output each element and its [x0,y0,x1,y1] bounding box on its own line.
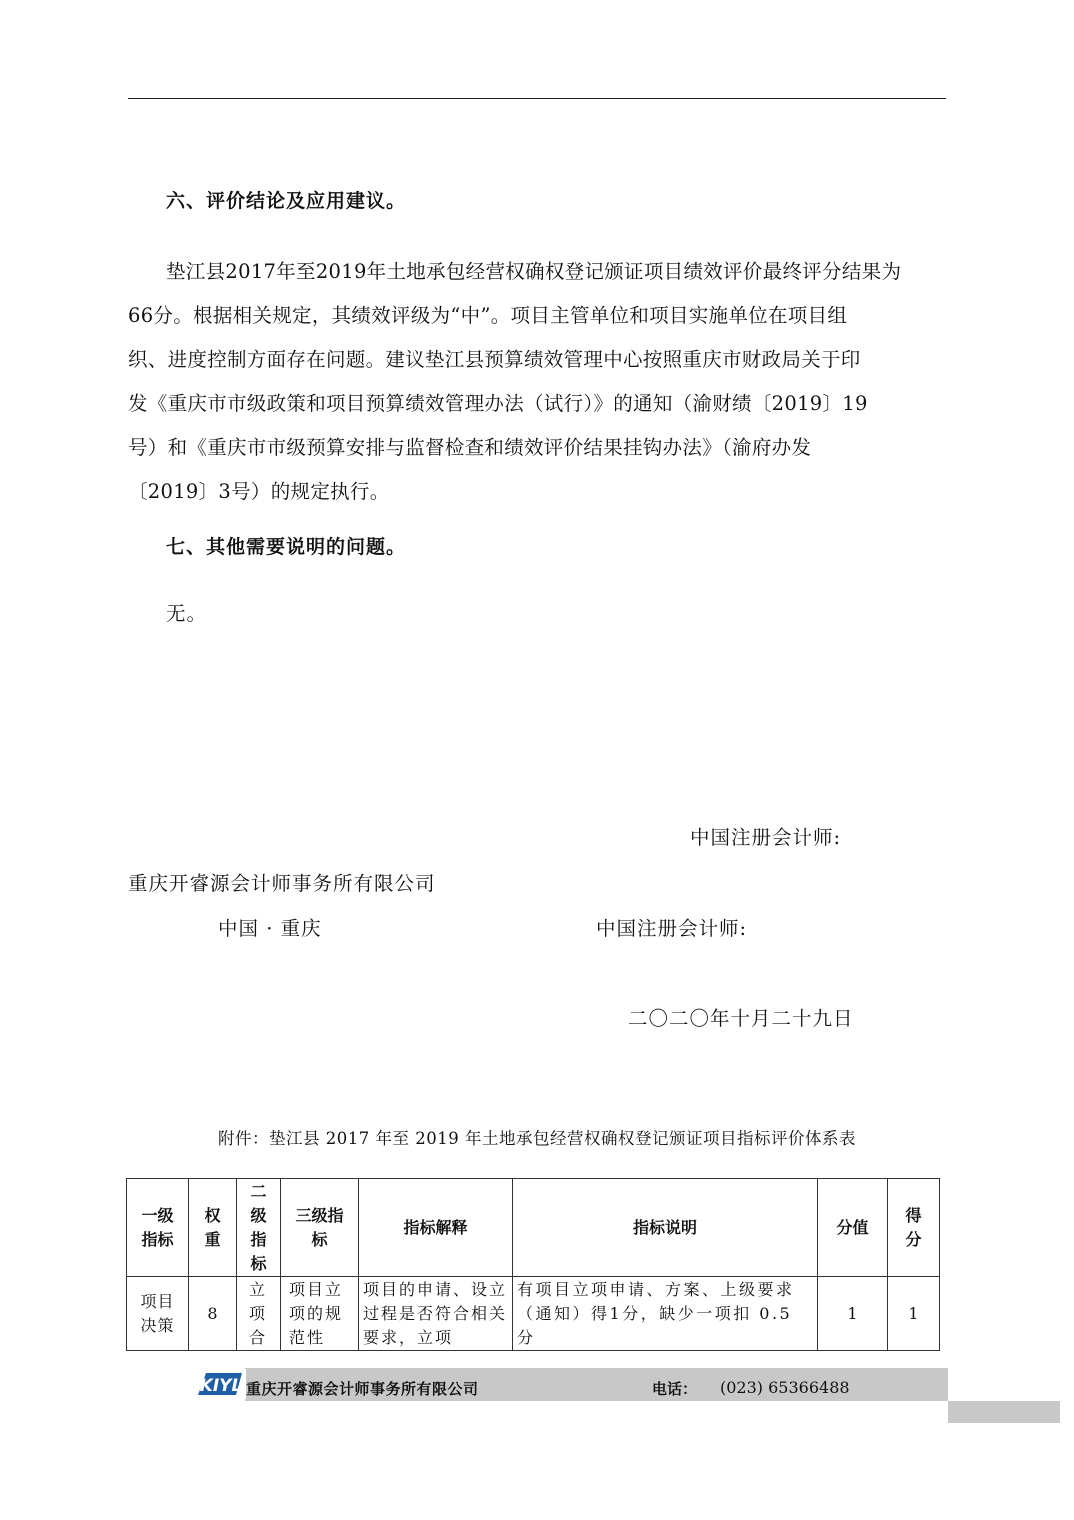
paragraph-line: 号）和《重庆市市级预算安排与监督检查和绩效评价结果挂钩办法》（渝府办发 [128,436,812,459]
footer-tel: (023) 65366488 [720,1378,850,1397]
footer-tel-label: 电话： [652,1380,698,1398]
section-6-paragraph [128,250,946,514]
header-level1: 一级指标 [127,1179,189,1277]
svg-text:KIYL: KIYL [199,1376,243,1396]
paragraph-line: 发《重庆市市级政策和项目预算绩效管理办法（试行）》的通知（渝财绩〔2019〕19 [128,392,868,415]
cpa-label-2: 中国注册会计师: [596,917,748,940]
paragraph-line: 〔2019〕3号）的规定执行。 [128,480,390,503]
table-row [127,1277,940,1351]
cell-description: 有项目立项申请、方案、上级要求（通知）得1分，缺少一项扣 0.5 分 [517,1279,795,1347]
firm-name: 重庆开睿源会计师事务所有限公司 [128,872,436,895]
cpa-label-1: 中国注册会计师: [690,826,842,849]
header-level2: 二级指标 [237,1179,281,1277]
cell-weight: 8 [189,1277,237,1351]
cell-score-value: 1 [818,1277,888,1351]
paragraph-line: 66分。根据相关规定，其绩效评级为“中”。项目主管单位和项目实施单位在项目组 [128,304,848,327]
header-score-value: 分值 [818,1179,888,1277]
header-level3: 三级指标 [281,1179,359,1277]
header-explanation: 指标解释 [359,1179,513,1277]
header-description: 指标说明 [513,1179,818,1277]
paragraph-line: 垫江县2017年至2019年土地承包经营权确权登记颁证项目绩效评价最终评分结果为 [166,260,902,283]
firm-location: 中国 · 重庆 [218,917,322,940]
firm-logo [196,1369,246,1399]
header-score: 得分 [888,1179,940,1277]
section-7-heading: 七、其他需要说明的问题。 [166,536,407,558]
cell-score: 1 [888,1277,940,1351]
footer-company: 重庆开睿源会计师事务所有限公司 [246,1380,479,1398]
cell-explanation: 项目的申请、设立过程是否符合相关要求，立项 [363,1279,508,1347]
attachment-caption: 附件：垫江县 2017 年至 2019 年土地承包经营权确权登记颁证项目指标评价体系表 [218,1129,856,1148]
footer-bar-tail [948,1401,1060,1423]
paragraph-line: 织、进度控制方面存在问题。建议垫江县预算绩效管理中心按照重庆市财政局关于印 [128,348,861,371]
section-6-heading: 六、评价结论及应用建议。 [166,190,407,212]
report-date: 二〇二〇年十月二十九日 [628,1007,854,1030]
header-rule [128,98,946,99]
table-header-row [127,1179,940,1277]
indicator-table [126,1178,940,1351]
section-7-body: 无。 [166,602,208,625]
header-weight: 权重 [189,1179,237,1277]
cell-level2: 立项合 [249,1279,269,1347]
cell-level1: 项目决策 [140,1291,175,1335]
cell-level3: 项目立项的规范性 [289,1279,344,1347]
